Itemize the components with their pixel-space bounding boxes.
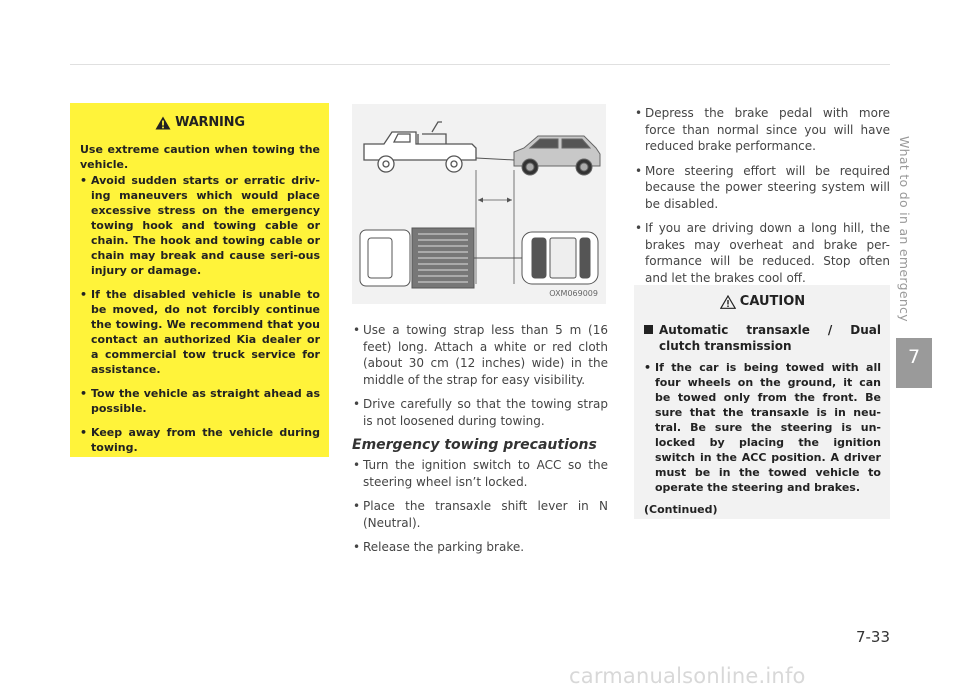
caution-header [644,294,881,309]
precaution-text: Release the parking brake. [363,540,525,554]
towing-bullet [352,322,608,388]
bullet-dot: • [353,397,361,411]
precaution-item [634,105,890,155]
bullet-dot: • [635,106,643,120]
bullet-dot: • [353,540,361,554]
bullet-dot: • [353,499,361,513]
precaution-text: More steering effort will be required because the power steering system will be disabled. [645,163,890,211]
middle-column [352,322,608,564]
warning-item-text: Keep away from the vehicle during towing. [91,426,320,454]
caution-triangle-icon [720,295,736,309]
chapter-title: What to do in an emergency [897,136,912,322]
bullet-dot: • [635,163,643,178]
precaution-text: Depress the brake pedal with more force than normal since you will have reduced brake performance. [645,106,890,153]
page-number: 7-33 [855,628,890,646]
warning-header [80,115,320,130]
top-divider [70,64,890,65]
bullet-dot: • [80,426,88,439]
caution-list [644,360,881,495]
caution-item-text: If the car is being towed with all four wheels on the ground, it can be towed only from the front. Be sure that the transaxle is in neu-tral. Be sure the steering is un-locked by placing the ignition switch in the ACC position. A driver must be in the towed vehicle to operate the steering and brakes. [655,361,881,494]
bullet-dot: • [353,458,361,472]
bullet-dot: • [80,174,88,187]
precaution-text: Turn the ignition switch to ACC so the steering wheel isn’t locked. [363,458,608,489]
warning-list [80,173,320,455]
figure-code: OXM069009 [549,289,598,298]
caution-subheading [644,322,881,354]
warning-title: WARNING [175,115,245,130]
square-bullet-icon [644,325,653,334]
caution-subheading-text: Automatic transaxle / Dual clutch transmission [659,323,881,353]
towing-bullet-text: Use a towing strap less than 5 m (16 feet) long. Attach a white or red cloth (about 30 cm (12 inches) wide) in the middle of the strap for easy visibility. [363,323,608,387]
precaution-item [352,457,608,490]
continued-label: (Continued) [644,503,718,516]
warning-item [80,173,320,278]
warning-item [80,425,320,455]
warning-item-text: Avoid sudden starts or erratic driv-ing maneuvers which would place excessive stress on the emergency towing hook and towing cable or chain. The hook and towing cable or chain may break and cause seri-ous injury or damage. [91,174,320,277]
watermark: carmanualsonline.info [569,664,806,688]
precaution-text: Place the transaxle shift lever in N (Neutral). [363,499,608,530]
warning-item-text: Tow the vehicle as straight ahead as possible. [91,387,320,415]
towing-bullet-text: Drive carefully so that the towing strap is not loosened during towing. [363,397,608,428]
precaution-item [352,539,608,556]
bullet-dot: • [80,288,88,301]
precaution-text: If you are driving down a long hill, the brakes may overheat and brake per-formance will be reduced. Stop often and let the brakes cool off. [645,221,890,285]
section-heading: Emergency towing precautions [352,437,597,453]
towed-suv-top-icon [522,232,598,284]
chapter-number: 7 [907,346,921,368]
right-column [634,105,890,294]
precaution-item [634,163,890,213]
bullet-dot: • [644,361,652,374]
chapter-title-vertical [896,136,914,336]
towing-bullet [352,396,608,429]
caution-title: CAUTION [739,294,806,309]
warning-intro: Use extreme caution when towing the vehicle. [80,143,320,171]
towing-diagram [352,104,606,304]
caution-item [644,360,881,495]
warning-item [80,386,320,416]
warning-triangle-icon [155,116,171,130]
warning-box [70,103,329,457]
bullet-dot: • [80,387,88,400]
warning-item [80,287,320,377]
precaution-item [634,220,890,286]
towing-strap-line [476,158,514,160]
tow-truck-side-icon [364,122,476,172]
bullet-dot: • [635,221,643,235]
towing-illustration [352,104,606,304]
precaution-item [352,498,608,531]
towed-suv-side-icon [514,136,600,175]
caution-box [634,285,890,519]
warning-item-text: If the disabled vehicle is unable to be moved, do not forcibly continue the towing. We recommend that you contact an authorized Kia dealer or a commercial tow truck service for assistance. [91,288,320,376]
tow-truck-top-icon [360,228,474,288]
bullet-dot: • [353,323,361,337]
